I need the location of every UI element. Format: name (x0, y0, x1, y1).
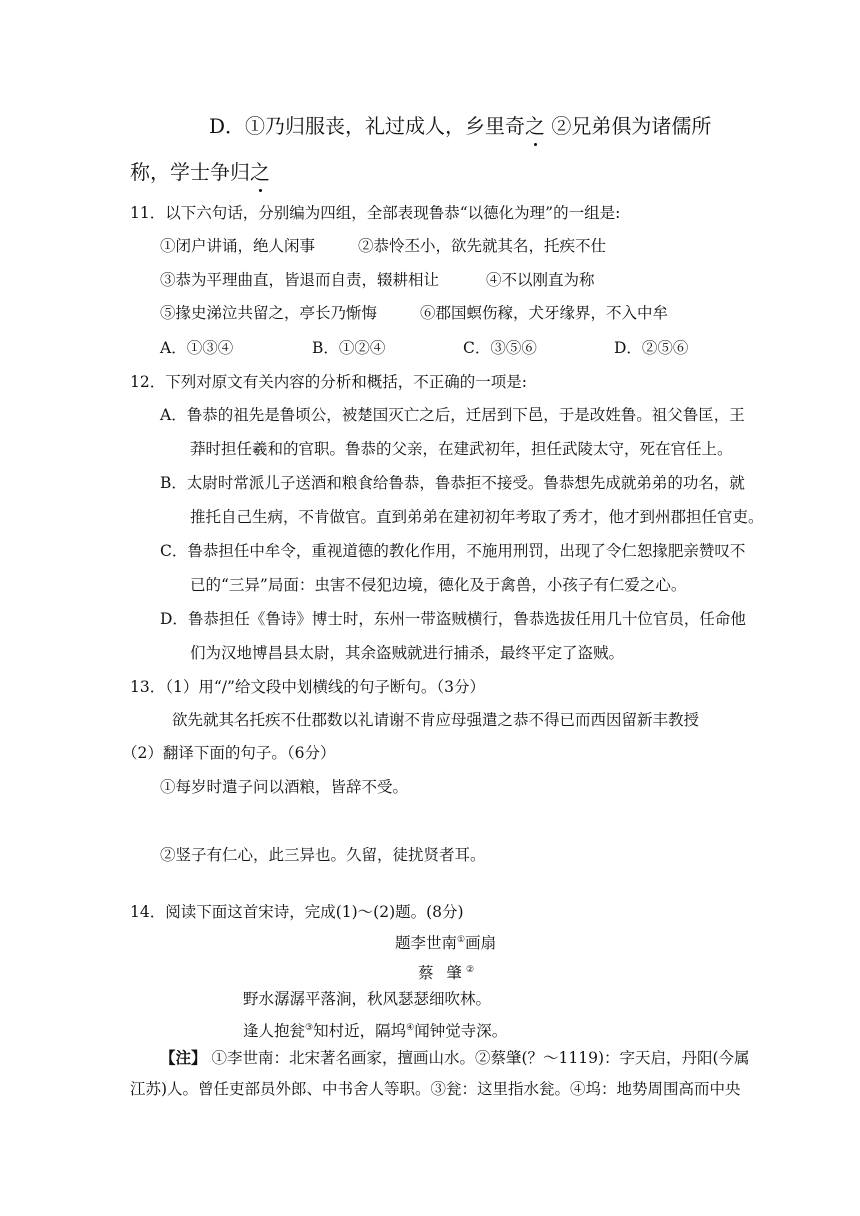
q11-sentence-2: ②恭怜丕小，欲先就其名，托疾不仕 (358, 237, 607, 255)
q11-sentence-6: ⑥郡国螟伤稼，犬牙缘界，不入中牟 (420, 304, 669, 322)
poem-title (395, 930, 496, 953)
q13-part2-prompt: （2）翻译下面的句子。（6分） (122, 744, 336, 762)
text: ②兄弟俱为诸儒所 (545, 114, 712, 138)
q11-sentence-5: ⑤掾史涕泣共留之，亭长乃惭悔 (160, 304, 378, 322)
q14-stem: 14．阅读下面这首宋诗，完成(1)～(2)题。(8分) (130, 903, 464, 921)
q12-option-a-line2: 莽时担任羲和的官职。鲁恭的父亲，在建武初年，担任武陵太守，死在官任上。 (190, 440, 733, 458)
poem-author (418, 960, 478, 983)
poem-verse-2 (243, 1018, 507, 1041)
q11-sentence-4: ④不以刚直为称 (486, 271, 595, 289)
q12-option-d-line1[interactable]: D．鲁恭担任《鲁诗》博士时，东州一带盗贼横行，鲁恭选拔任用几十位官员，任命他 (160, 610, 746, 628)
q11-stem: 11．以下六句话，分别编为四组，全部表现鲁恭“以德化为理”的一组是: (130, 204, 621, 222)
q12-option-d-line2: 们为汉地博昌县太尉，其余盗贼就进行捕杀，最终平定了盗贼。 (190, 644, 625, 662)
q11-sentence-1: ①闭户讲诵，绝人闲事 (160, 237, 316, 255)
poem-notes-line1 (160, 1048, 750, 1068)
text: 题李世南 (395, 934, 458, 952)
text: 逢人抱瓮 (243, 1022, 306, 1040)
q11-option-b[interactable]: B．①②④ (312, 339, 386, 357)
q12-option-c-line1[interactable]: C．鲁恭担任中牟令，重视道德的教化作用，不施用刑罚，出现了令仁恕掾肥亲赞叹不 (160, 542, 746, 560)
text: 闻钟觉寺深。 (414, 1022, 508, 1040)
text: 蔡 肇 (418, 964, 466, 982)
q13-punctuation-text: 欲先就其名托疾不仕郡数以礼请谢不肯应母强遣之恭不得已而西因留新丰教授 (172, 711, 700, 729)
footnote-marker: ① (457, 935, 466, 945)
footnote-marker: ③ (305, 1023, 314, 1033)
q11-option-c[interactable]: C．③⑤⑥ (463, 339, 537, 357)
q11-option-d[interactable]: D．②⑤⑥ (614, 339, 689, 357)
note-label: 【注】 (160, 1048, 207, 1067)
q11-sentence-3: ③恭为平理曲直，皆退而自责，辍耕相让 (160, 271, 440, 289)
q12-option-a-line1[interactable]: A．鲁恭的祖先是鲁顷公，被楚国灭亡之后，迁居到下邑，于是改姓鲁。祖父鲁匡，王 (160, 406, 745, 424)
poem-verse-1: 野水潺潺平落涧，秋风瑟瑟细吹林。 (243, 990, 492, 1008)
q11-option-a[interactable]: A．①③④ (160, 339, 234, 357)
q13-translate-1: ①每岁时遣子问以酒粮，皆辞不受。 (160, 778, 409, 796)
text: 画扇 (465, 934, 497, 952)
text: D．①乃归服丧，礼过成人，乡里奇 (209, 114, 526, 138)
footnote-marker: ② (465, 965, 479, 975)
footnote-marker: ④ (406, 1023, 415, 1033)
q12-option-b-line2: 推托自己生病，不肯做官。直到弟弟在建初初年考取了秀才，他才到州郡担任官吏。 (190, 508, 764, 526)
text: 称，学士争归 (130, 160, 250, 184)
poem-notes-line2: 江苏)人。曾任吏部员外郎、中书舍人等职。③瓮：这里指水瓮。④坞：地势周围高而中央 (130, 1080, 741, 1098)
q10-option-d-line2 (130, 158, 270, 186)
q13-part1-prompt: 13．（1）用“/”给文段中划横线的句子断句。（3分） (130, 678, 486, 696)
q12-option-b-line1[interactable]: B．太尉时常派儿子送酒和粮食给鲁恭，鲁恭拒不接受。鲁恭想先成就弟弟的功名，就 (160, 474, 745, 492)
q13-translate-2: ②竖子有仁心，此三异也。久留，徒扰贤者耳。 (160, 846, 486, 864)
text: ①李世南：北宋著名画家，擅画山水。②蔡肇(？～1119)：字天启，丹阳(今属 (206, 1049, 750, 1067)
emphasis-dot-char: 之 (525, 114, 546, 138)
q10-option-d-line1 (209, 112, 711, 140)
emphasis-dot-char: 之 (250, 160, 270, 184)
q12-option-c-line2: 已的“三异”局面：虫害不侵犯边境，德化及于禽兽，小孩子有仁爱之心。 (190, 576, 687, 594)
text: 知村近，隔坞 (313, 1022, 407, 1040)
q12-stem: 12．下列对原文有关内容的分析和概括，不正确的一项是: (130, 373, 527, 391)
